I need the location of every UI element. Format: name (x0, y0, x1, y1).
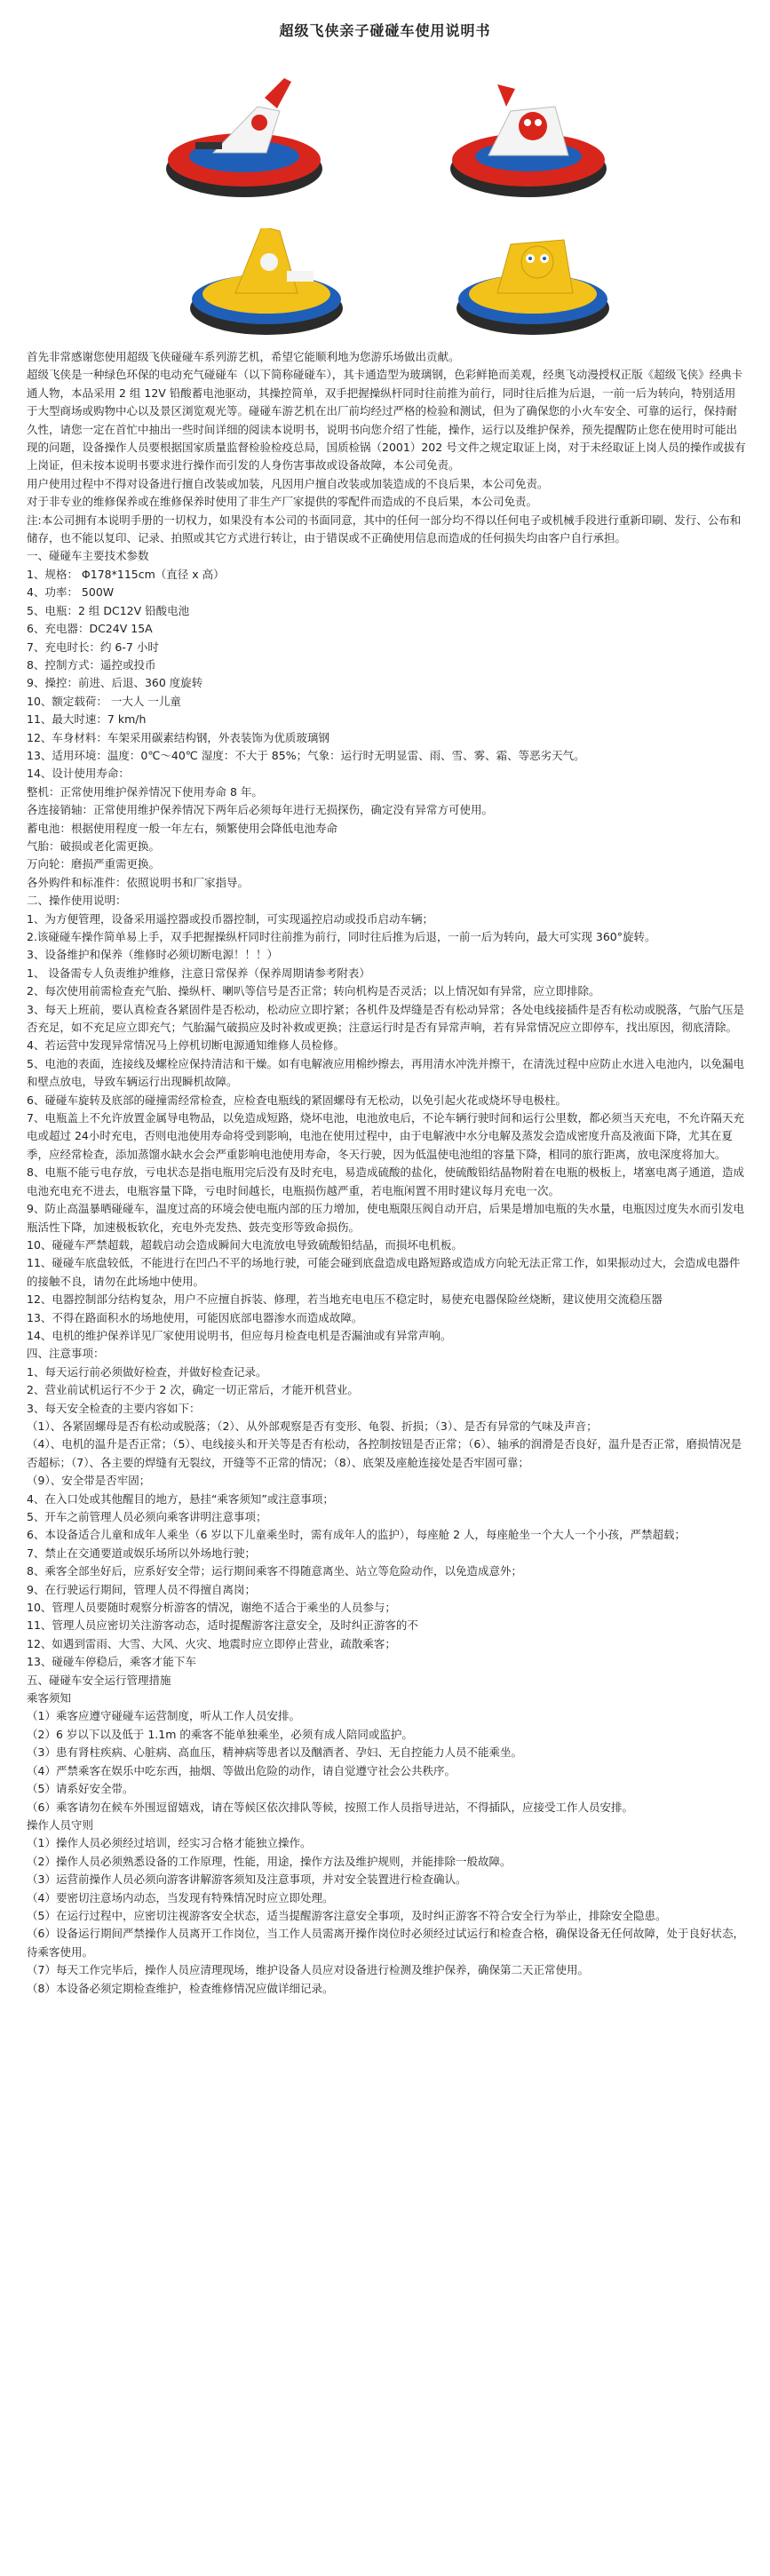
manual-paragraph: 10、碰碰车严禁超载，超载启动会造成瞬间大电流放电导致硫酸铅结晶，而损坏电机板。 (27, 1237, 463, 1252)
manual-paragraph: 3、每天安全检查的主要内容如下： (27, 1401, 201, 1415)
manual-paragraph: 五、碰碰车安全运行管理措施 (27, 1673, 171, 1687)
manual-paragraph: （9）、安全带是否牢固； (27, 1474, 151, 1488)
manual-paragraph: 10、管理人员要随时观察分析游客的情况，谢绝不适合于乘坐的人员参与； (27, 1601, 396, 1615)
manual-paragraph: 1、为方便管理，设备采用遥控器或投币器控制，可实现遥控启动或投币启动车辆； (27, 911, 433, 926)
manual-paragraph: 5、电池的表面，连接线及螺栓应保持清洁和干燥。如有电解液应用棉纱擦去，再用清水冲洗并擦干，在清洗过程中应防止水进入电池内，以免漏电和壁点放电，导致车辆运行出现瞬机故障。 (27, 1056, 744, 1089)
manual-paragraph: （4）严禁乘客在娱乐中吃东西，抽烟、等做出危险的动作，请自觉遵守社会公共秩序。 (27, 1763, 456, 1777)
manual-paragraph: （8）本设备必须定期检查维护，检查维修情况应做详细记录。 (27, 1981, 334, 1995)
manual-text-body (27, 348, 746, 1998)
manual-paragraph: 6、充电器：DC24V 15A (27, 622, 153, 636)
manual-paragraph: 各连接销轴：正常使用维护保养情况下两年后必须每年进行无损探伤，确定没有异常方可使用。 (27, 803, 494, 817)
yellow-bumper-car-photo-1 (182, 209, 351, 342)
manual-paragraph: 7、禁止在交通要道或娱乐场所以外场地行驶； (27, 1546, 256, 1560)
product-photos (107, 53, 675, 346)
manual-paragraph: 12、车身材料：车架采用碳素结构钢，外表装饰为优质玻璃钢 (27, 730, 329, 744)
manual-paragraph: 13、碰碰车停稳后，乘客才能下车 (27, 1655, 196, 1669)
manual-paragraph: 3、设备维护和保养（维修时必须切断电源！！！） (27, 948, 278, 962)
manual-paragraph: 12、电器控制部分结构复杂，用户不应擅自拆装、修理，若当地充电电压不稳定时，易使充电器保险丝烧断，建议使用交流稳压器 (27, 1292, 663, 1307)
manual-paragraph: 气胎：破损或老化需更换。 (27, 839, 161, 853)
manual-paragraph: （3）运营前操作人员必须向游客讲解游客须知及注意事项，并对安全装置进行检查确认。 (27, 1872, 467, 1887)
manual-paragraph: 5、开车之前管理人员必须向乘客讲明注意事项； (27, 1510, 267, 1523)
manual-paragraph: 对于非专业的维修保养或在维修保养时使用了非生产厂家提供的零配件而造成的不良后果，本公司免责。 (27, 495, 538, 509)
manual-paragraph: 11、管理人员应密切关注游客动态，适时提醒游客注意安全，及时纠正游客的不 (27, 1618, 418, 1633)
manual-paragraph: （1）操作人员必须经过培训，经实习合格才能独立操作。 (27, 1836, 312, 1850)
manual-paragraph: 14、电机的维护保养详见厂家使用说明书，但应每月检查电机是否漏油或有异常声响。 (27, 1328, 452, 1342)
manual-paragraph: （2）6 岁以下以及低于 1.1m 的乘客不能单独乘坐，必须有成人陪同或监护。 (27, 1727, 413, 1741)
manual-paragraph: （2）操作人员必须熟悉设备的工作原理，性能，用途，操作方法及维护规则，并能排除一般故障。 (27, 1854, 512, 1868)
manual-paragraph: （4）、电机的温升是否正常；（5）、电线接头和开关等是否有松动，各控制按钮是否正常；（6）、轴承的润滑是否良好，温升是否正常，磨损情况是否超标；（7）、各主要的焊缝有无裂纹，开缝等不正常的情况；（8）、底架及座舱连接处是否牢固可靠； (27, 1437, 742, 1469)
manual-paragraph: （5）请系好安全带。 (27, 1782, 134, 1796)
manual-paragraph: 乘客须知 (27, 1691, 72, 1705)
manual-paragraph: （1）、各紧固螺母是否有松动或脱落；（2）、从外部观察是否有变形、龟裂、折损；（3）、是否有异常的气味及声音； (27, 1419, 598, 1433)
manual-paragraph: 二、操作使用说明： (27, 894, 127, 908)
manual-paragraph: 1、规格： Φ178*115cm（直径 x 高） (27, 567, 225, 581)
manual-paragraph: 4、在入口处或其他醒目的地方，悬挂“乘客须知”或注意事项； (27, 1491, 334, 1506)
manual-paragraph: 1、 设备需专人负责维护维修，注意日常保养（保养周期请参考附表） (27, 966, 370, 980)
manual-paragraph: 蓄电池：根据使用程度一般一年左右，频繁使用会降低电池寿命 (27, 821, 338, 835)
manual-paragraph: 超级飞侠是一种绿色环保的电动充气碰碰车（以下简称碰碰车），其卡通造型为玻璃钢，色彩鲜艳而美观，经奥飞动漫授权正版《超级飞侠》经典卡通人物，本品采用 2 组 12V 铅酸蓄电池驱动，其操控简单，双手把握操纵杆同时往前推为前行，同时往后推为后退，一前一后为转向，特别适用于大型商场或购物中心以及景区浏览观光等。碰碰车游艺机在出厂前均经过严格的检验和测试，但为了确保您的小火车安全、可靠的运行，保持耐久性，请您一定在首忙中抽出一些时间详细的阅读本说明书，说明书向您介绍了性能，操作，运行以及维护保养，预先提醒防止您在使用时可能出现的问题，设备操作人员要根据国家质量监督检验检疫总局，国质检锅（2001）202 号文件之规定取证上岗，对于未经取证上岗人员的操作或拔有上岗证，但未按本说明书要求进行操作而引发的人身伤害事故或设备故障，本公司免责。 (27, 368, 746, 473)
manual-paragraph: 11、最大时速：7 km/h (27, 712, 147, 727)
manual-paragraph: 8、电瓶不能亏电存放，亏电状态是指电瓶用完后没有及时充电，易造成硫酸的盐化，使硫酸铅结晶物附着在电瓶的极板上，堵塞电离子通道，造成电池充电充不进去，电瓶容量下降，亏电时间越长，电瓶损伤越严重，若电瓶闲置不用时建议每月充电一次。 (27, 1165, 744, 1197)
manual-paragraph: 9、操控：前进、后退、360 度旋转 (27, 676, 203, 690)
document-title: 超级飞侠亲子碰碰车使用说明书 (279, 22, 491, 39)
manual-paragraph: 7、电瓶盖上不允许放置金属导电物品，以免造成短路，烧坏电池，电池放电后，不论车辆行驶时间和运行公里数，都必须当天充电，不允许隔天充电或超过 24小时充电，否则电池使用寿命将受到影响，电池在使用过程中，由于电解液中水分电解及蒸发会造成密度升高及液面下降，尤其在夏季，应经常检查，添加蒸馏水缺水会会严重影响电池使用寿命，冬天行驶，因为低温使电池组的容量下降，相同的旅行距离，放电深度将加大。 (27, 1111, 744, 1161)
manual-paragraph: 3、每天上班前，要认真检查各紧固件是否松动，松动应立即拧紧；各机件及焊缝是否有松动异常；各处电线接插件是否有松动或脱落，气胎气压是否充足，如不充足应立即充气；气胎漏气破损应及时补救或更换；注意运行时是否有异常声响，若有异常情况应立即停车，找出原因，彻底清除。 (27, 1002, 744, 1035)
manual-paragraph: 操作人员守则 (27, 1817, 94, 1832)
manual-paragraph: 6、本设备适合儿童和成年人乘坐（6 岁以下儿童乘坐时，需有成年人的监护），每座舱 2 人，每座舱坐一个大人一个小孩，严禁超载； (27, 1528, 687, 1542)
manual-paragraph: （6）设备运行期间严禁操作人员离开工作岗位，当工作人员需离开操作岗位时必须经过试运行和检查合格，确保设备无任何故障，处于良好状态，待乘客使用。 (27, 1927, 744, 1959)
manual-paragraph: 整机：正常使用维护保养情况下使用寿命 8 年。 (27, 784, 263, 799)
red-bumper-car-photo-1 (160, 71, 329, 204)
manual-paragraph: 5、电瓶：2 组 DC12V 铅酸电池 (27, 603, 190, 617)
manual-paragraph: 9、在行驶运行期间，管理人员不得擅自离岗； (27, 1582, 256, 1596)
manual-paragraph: 11、碰碰车底盘较低，不能进行在凹凸不平的场地行驶，可能会碰到底盘造成电路短路或造成方向轮无法正常工作，如果振动过大，会造成电器件的接触不良，请勿在此场地中使用。 (27, 1256, 741, 1288)
manual-paragraph: （7）每天工作完毕后，操作人员应清理现场，维护设备人员应对设备进行检测及维护保养，确保第二天正常使用。 (27, 1963, 589, 1977)
manual-paragraph: （1）乘客应遵守碰碰车运营制度，听从工作人员安排。 (27, 1709, 300, 1723)
manual-paragraph: 8、控制方式：遥控或投币 (27, 657, 156, 672)
manual-paragraph: （3）患有肾柱疾病、心脏病、高血压，精神病等患者以及酗酒者、孕妇、无自控能力人员不能乘坐。 (27, 1745, 522, 1760)
manual-paragraph: （6）乘客请勿在候车外围逗留嬉戏，请在等候区依次排队等候，按照工作人员指导进站，不得插队，应接受工作人员安排。 (27, 1800, 633, 1814)
manual-paragraph: 一、碰碰车主要技术参数 (27, 549, 149, 563)
manual-paragraph: 4、若运营中发现异常情况马上停机切断电源通知维修人员检修。 (27, 1038, 345, 1053)
manual-paragraph: 13、适用环境：温度：0℃～40℃ 湿度：不大于 85%；气象：运行时无明显雷、雨、雪、雾、霜、等恶劣天气。 (27, 748, 585, 762)
red-bumper-car-photo-2 (444, 71, 613, 204)
yellow-bumper-car-photo-2 (449, 209, 617, 342)
manual-paragraph: （5）在运行过程中，应密切注视游客安全状态，适当提醒游客注意安全事项，及时纠正游客不符合安全行为举止，排除安全隐患。 (27, 1908, 667, 1922)
manual-paragraph: 6、碰碰车旋转及底部的碰撞需经常检查，应检查电瓶线的紧固螺母有无松动，以免引起火花或烧坏导电极柱。 (27, 1093, 567, 1107)
manual-paragraph: 9、防止高温暴晒碰碰车，温度过高的环境会使电瓶内部的压力增加，使电瓶限压阀自动开启，后果是增加电瓶的失水量，电瓶因过度失水而引发电瓶活性下降，加速极板软化，充电外壳发热、鼓壳变形等致命损伤。 (27, 1202, 744, 1234)
manual-paragraph: 13、不得在路面积水的场地使用，可能因底部电器渗水而造成故障。 (27, 1310, 363, 1324)
manual-paragraph: 8、乘客全部坐好后，应系好安全带；运行期间乘客不得随意离坐、站立等危险动作，以免造成意外； (27, 1564, 522, 1578)
manual-paragraph: 4、功率： 500W (27, 585, 115, 600)
manual-paragraph: 2、营业前试机运行不少于 2 次，确定一切正常后，才能开机营业。 (27, 1383, 359, 1397)
manual-paragraph: 四、注意事项： (27, 1347, 105, 1361)
manual-paragraph: 10、额定载荷： 一大人 一儿童 (27, 694, 181, 708)
manual-paragraph: 7、充电时长：约 6-7 小时 (27, 640, 159, 654)
manual-paragraph: 2、每次使用前需检查充气胎、操纵杆、喇叭等信号是否正常；转向机构是否灵活；以上情况如有异常，应立即排除。 (27, 984, 600, 998)
manual-paragraph: 注:本公司拥有本说明手册的一切权力，如果没有本公司的书面同意，其中的任何一部分均不得以任何电子或机械手段进行重新印刷、发行、公布和储存，也不能以复印、记录、拍照或其它方式进行转让，由于错误或不正确使用信息而造成的任何损失均由客户自行承担。 (27, 513, 742, 545)
manual-paragraph: 2.该碰碰车操作简单易上手，双手把握操纵杆同时往前推为前行，同时往后推为后退，一前一后为转向，最大可实现 360°旋转。 (27, 930, 656, 943)
manual-paragraph: 1、每天运行前必须做好检查，并做好检查记录。 (27, 1364, 267, 1379)
manual-paragraph: 12、如遇到雷雨、大雪、大风、火灾、地震时应立即停止营业，疏散乘客； (27, 1636, 396, 1650)
manual-paragraph: （4）要密切注意场内动态，当发现有特殊情况时应立即处理。 (27, 1890, 334, 1904)
manual-paragraph: 各外购件和标准件：依照说明书和厂家指导。 (27, 875, 250, 889)
manual-paragraph: 万向轮：磨损严重需更换。 (27, 857, 161, 871)
manual-paragraph: 14、设计使用寿命： (27, 767, 130, 781)
manual-paragraph: 用户使用过程中不得对设备进行擅自改装或加装，凡因用户擅自改装或加装造成的不良后果，本公司免责。 (27, 476, 549, 490)
manual-paragraph: 首先非常感谢您使用超级飞侠碰碰车系列游艺机，希望它能顺利地为您游乐场做出贡献。 (27, 350, 460, 363)
